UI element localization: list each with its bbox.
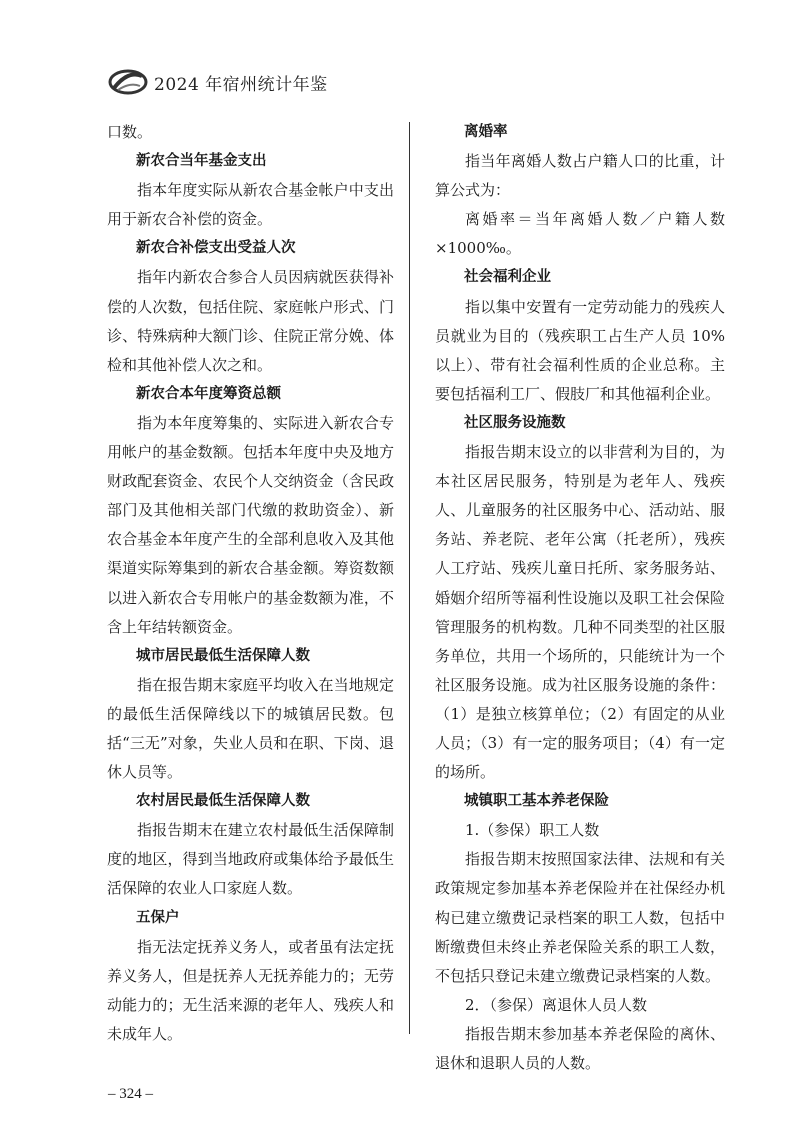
section-heading: 五保户 [136,909,180,926]
paragraph: 指无法定抚养义务人，或者虽有法定抚养义务人，但是抚养人无抚养能力的；无劳动能力的；无生活来源的老年人、残疾人和未成年人。 [107,937,394,1043]
section-heading: 城市居民最低生活保障人数 [136,647,310,664]
section-heading: 社区服务设施数 [464,414,566,431]
paragraph: 指报告期末按照国家法律、法规和有关政策规定参加基本养老保险并在社保经办机构已建立缴费记录档案的职工人数，包括中断缴费但未终止养老保险关系的职工人数，不包括只登记未建立缴费记录档案的人数。 [435,850,725,985]
paragraph-continuation: 口数。 [107,123,153,141]
paragraph: 1.（参保）职工人数 [465,821,600,840]
paragraph: 指在报告期末家庭平均收入在当地规定的最低生活保障线以下的城镇居民数。包括“三无”对象，失业人员和在职、下岗、退休人员等。 [107,675,394,782]
section-heading: 新农合本年度筹资总额 [136,385,281,402]
section-heading: 社会福利企业 [464,269,551,286]
paragraph: 指年内新农合参合人员因病就医获得补偿的人次数，包括住院、家庭帐户形式、门诊、特殊病种大额门诊、住院正常分娩、体检和其他补偿人次之和。 [107,268,394,374]
section-heading: 城镇职工基本养老保险 [464,793,609,810]
column-divider [409,122,410,1034]
section-heading: 新农合当年基金支出 [136,153,267,170]
section-heading: 新农合补偿支出受益人次 [136,240,296,257]
section-heading: 离婚率 [464,124,508,140]
page-header [108,64,328,100]
paragraph: 指当年离婚人数占户籍人口的比重，计算公式为： [435,152,725,200]
paragraph: 指报告期末在建立农村最低生活保障制度的地区，得到当地政府或集体给予最低生活保障的农业人口家庭人数。 [107,821,394,898]
header-title: 2024 年宿州统计年鉴 [154,74,328,95]
paragraph: 指报告期末参加基本养老保险的离休、退休和退职人员的人数。 [435,1024,725,1072]
paragraph: 指以集中安置有一定劳动能力的残疾人员就业为目的（残疾职工占生产人员 10% 以上）、带有社会福利性质的企业总称。主要包括福利工厂、假肢厂和其他福利企业。 [435,297,725,403]
left-column [107,118,394,1049]
yearbook-logo-icon [108,68,148,96]
paragraph: 指为本年度筹集的、实际进入新农合专用帐户的基金数额。包括本年度中央及地方财政配套资金、农民个人交纳资金（含民政部门及其他相关部门代缴的救助资金）、新农合基金本年度产生的全部利息收入及其他渠道实际筹集到的新农合基金额。筹资数额以进入新农合专用帐户的基金数额为准，不含上年结转额资金。 [107,413,394,636]
page-number: – 324 – [108,1086,153,1102]
right-column [435,118,725,1078]
section-heading: 农村居民最低生活保障人数 [136,793,310,810]
paragraph: 2．（参保）离退休人员人数 [465,995,648,1014]
paragraph: 指报告期末设立的以非营利为目的，为本社区居民服务，特别是为老年人、残疾人、儿童服务的社区服务中心、活动站、服务站、养老院、老年公寓（托老所），残疾人工疗站、残疾儿童日托所、家务服务站、婚姻介绍所等福利性设施以及职工社会保险管理服务的机构数。几种不同类型的社区服务单位，共用一个场所的，只能统计为一个社区服务设施。成为社区服务设施的条件：（1）是独立核算单位；（2）有固定的从业人员；（3）有一定的服务项目；（4）有一定的场所。 [435,443,725,782]
paragraph: 指本年度实际从新农合基金帐户中支出用于新农合补偿的资金。 [107,181,394,229]
paragraph: 离婚率＝当年离婚人数／户籍人数×1000‰。 [435,210,725,258]
